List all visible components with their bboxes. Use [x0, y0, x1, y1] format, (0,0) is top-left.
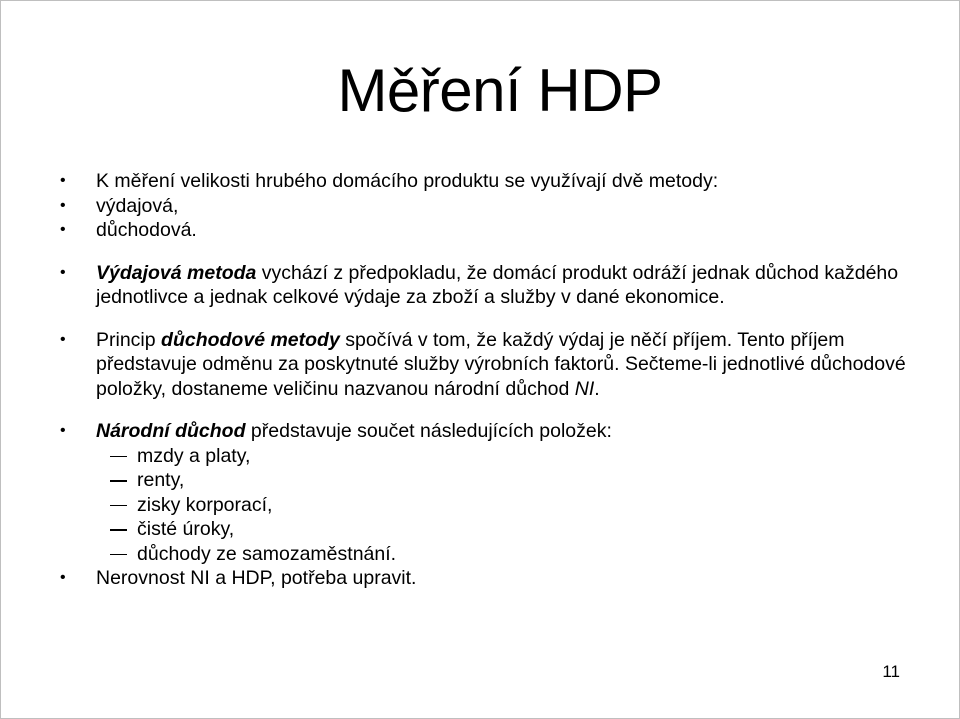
bullet-icon: •: [60, 263, 66, 281]
expenditure-text: vychází z předpokladu, že domácí produkt odráží jednak důchod každého jednotlivce a jednak celkové výdaje za zboží a služby v dané ekonomice.: [96, 261, 899, 308]
dash-icon: [110, 480, 127, 482]
income-end: .: [594, 377, 600, 400]
income-text: spočívá v tom, že každý výdaj je něčí příjem. Tento příjem představuje odměnu za poskytnuté služby výrobních faktorů. Sečteme-li jednotlivé důchodové položky, dostaneme veličinu nazvanou národní důchod: [96, 328, 906, 400]
bullet-method-2: [53, 218, 913, 243]
income-term: důchodové metody: [161, 328, 340, 351]
dash-icon: [110, 529, 127, 531]
dash-icon: [110, 554, 127, 556]
bullet-icon: •: [60, 569, 66, 586]
component-text: renty,: [137, 469, 185, 491]
bullet-income-method: [53, 328, 913, 402]
bullet-icon: •: [60, 221, 66, 238]
component-item: [53, 444, 913, 469]
method-1-text: výdajová,: [96, 194, 179, 217]
component-item: [53, 542, 913, 567]
slide-title: Měření HDP: [337, 57, 663, 124]
component-text: čisté úroky,: [137, 518, 235, 540]
component-text: zisky korporací,: [137, 493, 273, 516]
bullet-expenditure-method: [53, 261, 913, 310]
dash-icon: [110, 456, 127, 458]
component-item: [53, 493, 913, 518]
component-item: [53, 517, 913, 542]
dash-icon: [110, 505, 127, 507]
bullet-method-1: [53, 194, 913, 219]
component-text: mzdy a platy,: [137, 444, 251, 467]
intro-text: K měření velikosti hrubého domácího produktu se využívají dvě metody:: [96, 170, 719, 192]
bullet-icon: •: [60, 172, 66, 189]
bullet-icon: •: [60, 330, 66, 348]
method-2-text: důchodová.: [96, 219, 197, 241]
national-income-text: představuje součet následujících položek:: [245, 420, 612, 442]
page-number: 11: [882, 662, 900, 681]
slide-content: [53, 169, 913, 591]
bullet-final: [53, 566, 913, 591]
national-income-term: Národní důchod: [96, 420, 246, 442]
component-item: [53, 468, 913, 493]
bullet-intro: [53, 169, 913, 194]
bullet-icon: •: [60, 422, 66, 439]
component-text: důchody ze samozaměstnání.: [137, 542, 397, 565]
bullet-national-income: [53, 419, 913, 444]
final-text: Nerovnost NI a HDP, potřeba upravit.: [96, 567, 417, 589]
income-pre: Princip: [96, 328, 162, 351]
ni-abbrev: NI: [574, 377, 595, 400]
expenditure-term: Výdajová metoda: [96, 261, 257, 284]
bullet-icon: •: [60, 196, 66, 214]
